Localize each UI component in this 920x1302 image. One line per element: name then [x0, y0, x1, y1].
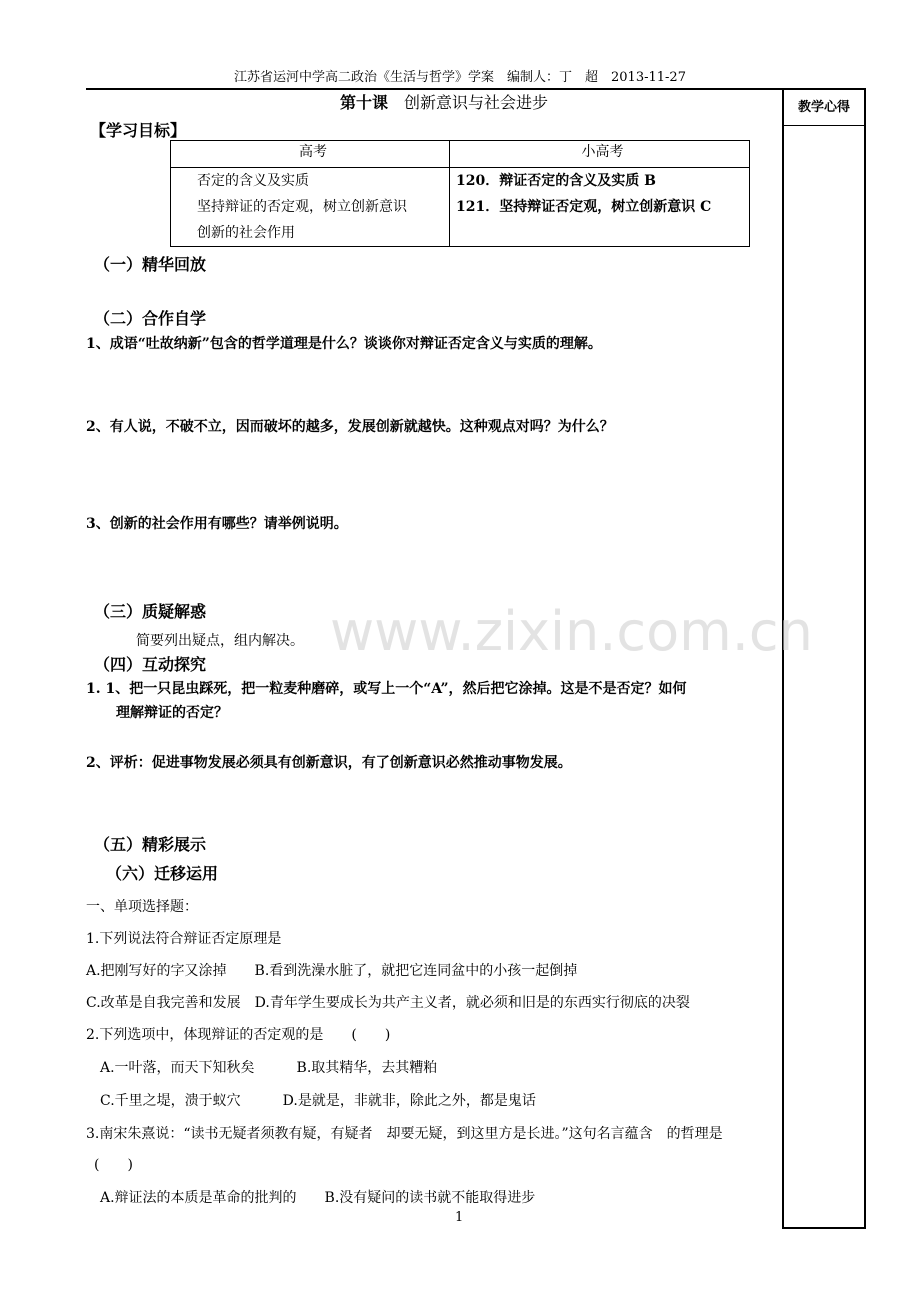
- document-header: 江苏省运河中学高二政治《生活与哲学》学案 编制人：丁 超 2013-11-27: [234, 70, 686, 85]
- goal-item: 120．辩证否定的含义及实质 B: [456, 173, 656, 189]
- goals-left-cell: [171, 168, 450, 247]
- section-self-study: （二）合作自学: [94, 309, 207, 328]
- goal-item: 创新的社会作用: [197, 225, 295, 241]
- explore-question-1-line-2: 理解辩证的否定？: [116, 705, 228, 721]
- goals-col-xiaogaokao: 小高考: [450, 141, 750, 168]
- goals-col-gaokao: 高考: [171, 141, 450, 168]
- lesson-number: 第十课: [340, 93, 389, 112]
- explore-question-2: 2、评析：促进事物发展必须具有创新意识，有了创新意识必然推动事物发展。: [86, 755, 572, 771]
- self-study-question-3: 3、创新的社会作用有哪些？请举例说明。: [86, 516, 348, 532]
- exercise-2-options-ab: A.一叶落，而天下知秋矣 B.取其精华，去其糟粕: [100, 1060, 438, 1076]
- exercise-3-options-ab: A.辩证法的本质是革命的批判的 B.没有疑问的读书就不能取得进步: [100, 1190, 536, 1206]
- goals-heading: 【学习目标】: [90, 121, 187, 140]
- learning-goals-table: [170, 140, 750, 247]
- exercise-question-3: 3.南宋朱熹说：“读书无疑者须教有疑，有疑者 却要无疑，到这里方是长进。”这句名言蕴含 的哲理是: [86, 1126, 723, 1142]
- explore-question-1-line-1: 1. 1、把一只昆虫踩死，把一粒麦种磨碎，或写上一个“A”，然后把它涂掉。这是不是否定？如何: [86, 681, 687, 697]
- watermark: www.zixin.com.cn: [330, 600, 813, 663]
- lesson-name: 创新意识与社会进步: [404, 93, 549, 112]
- self-study-question-2: 2、有人说，不破不立，因而破坏的越多，发展创新就越快。这种观点对吗？为什么？: [86, 419, 614, 435]
- exercise-3-answer-paren: ( ): [94, 1157, 133, 1173]
- exercise-1-options-ab: A.把刚写好的字又涂掉 B.看到洗澡水脏了，就把它连同盆中的小孩一起倒掉: [86, 963, 578, 979]
- lesson-title: [340, 90, 548, 113]
- exercise-1-options-cd: C.改革是自我完善和发展 D.青年学生要成长为共产主义者，就必须和旧是的东西实行彻底的决裂: [86, 995, 690, 1011]
- exercise-question-1: 1.下列说法符合辩证否定原理是: [86, 931, 282, 947]
- goals-right-cell: [450, 168, 750, 247]
- section-explore: （四）互动探究: [94, 655, 207, 674]
- exercise-2-options-cd: C.千里之堤，溃于蚁穴 D.是就是，非就非，除此之外，都是鬼话: [100, 1093, 536, 1109]
- page-number: 1: [455, 1210, 464, 1225]
- self-study-question-1: 1、成语“吐故纳新”包含的哲学道理是什么？谈谈你对辩证否定含义与实质的理解。: [86, 336, 602, 352]
- goal-item: 否定的含义及实质: [197, 173, 309, 189]
- doubts-instruction: 简要列出疑点，组内解决。: [136, 633, 304, 649]
- goal-item: 坚持辩证的否定观，树立创新意识: [197, 199, 407, 215]
- exercise-heading: 一、单项选择题：: [86, 899, 198, 915]
- section-showcase: （五）精彩展示: [94, 835, 207, 854]
- section-application: （六）迁移运用: [106, 864, 219, 883]
- goal-item: 121．坚持辩证否定观，树立创新意识 C: [456, 199, 712, 215]
- section-doubts: （三）质疑解惑: [94, 602, 207, 621]
- teaching-notes-title: 教学心得: [784, 90, 864, 126]
- exercise-question-2: 2.下列选项中，体现辩证的否定观的是 ( ): [86, 1027, 391, 1043]
- section-review: （一）精华回放: [94, 255, 207, 274]
